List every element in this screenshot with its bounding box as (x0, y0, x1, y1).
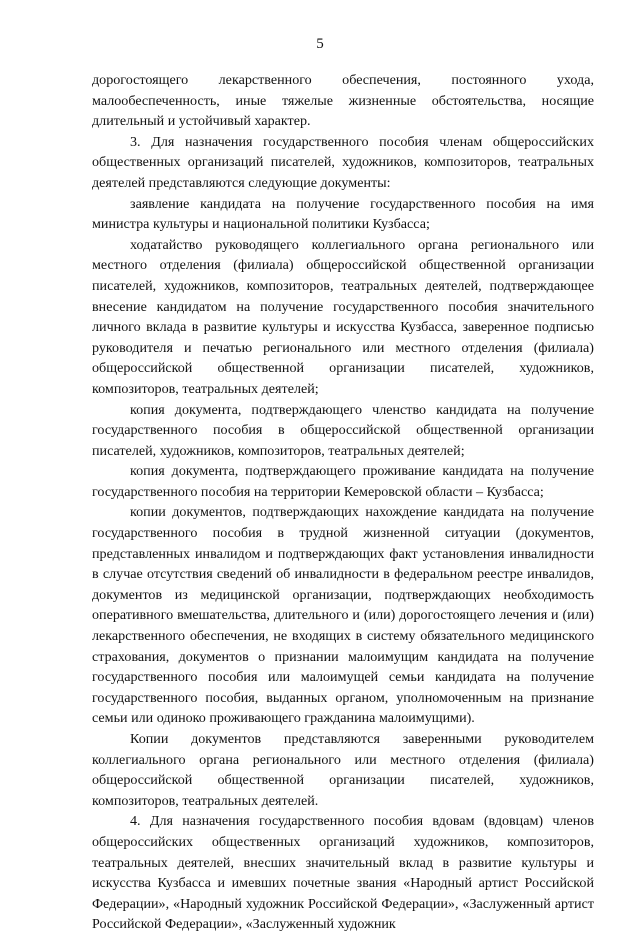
paragraph-certified-copies: Копии документов представляются заверенными руководителем коллегиального органа регионального или местного отделения (филиала) общероссийской общественной организации писателей, художников, композиторов, театральных деятелей. (92, 731, 594, 809)
paragraph-item-3: 3. Для назначения государственного пособия членам общероссийских общественных организаций писателей, художников, композиторов, театральных деятелей представляются следующие документы: (92, 133, 594, 191)
paragraph-petition: ходатайство руководящего коллегиального органа регионального или местного отделения (филиала) общероссийской общественной организации писателей, художников, композиторов, театральных деятелей, подтверждающее внесение кандидатом на получение государственного пособия значительного личного вклада в развитие культуры и искусства Кузбасса, заверенное подписью руководителя и печатью регионального или местного отделения (филиала) общероссийской общественной организации писателей, художников, композиторов, театральных деятелей; (92, 236, 594, 397)
paragraph-hardship-copies: копии документов, подтверждающих нахождение кандидата на получение государственного пособия в трудной жизненной ситуации (документов, представленных инвалидом и подтверждающих факт установления инвалидности в случае отсутствия сведений об инвалидности в федеральном реестре инвалидов, документов из медицинской организации, подтверждающих необходимость оперативного вмешательства, длительного и (или) дорогостоящего лечения и (или) лекарственного обеспечения, не входящих в систему обязательного медицинского страхования, документов о признании малоимущим кандидата на получение государственного пособия или малоимущей семьи кандидата на получение государственного пособия, выданных органом, уполномоченным на признание семьи или одиноко проживающего гражданина малоимущими). (92, 504, 594, 727)
paragraph-continuation: дорогостоящего лекарственного обеспечения, постоянного ухода, малообеспеченность, иные тяжелые жизненные обстоятельства, носящие длительный и устойчивый характер. (92, 72, 594, 130)
paragraph-application: заявление кандидата на получение государственного пособия на имя министра культуры и национальной политики Кузбасса; (92, 195, 594, 233)
document-body (92, 70, 594, 935)
page-number: 5 (316, 36, 324, 52)
paragraph-membership-copy: копия документа, подтверждающего членство кандидата на получение государственного пособия в общероссийской общественной организации писателей, художников, композиторов, театральных деятелей; (92, 401, 594, 459)
paragraph-residence-copy: копия документа, подтверждающего проживание кандидата на получение государственного пособия на территории Кемеровской области – Кузбасса; (92, 463, 594, 500)
paragraph-item-4: 4. Для назначения государственного пособия вдовам (вдовцам) членов общероссийских общественных организаций художников, композиторов, театральных деятелей, внесших значительный вклад в развитие культуры и искусства Кузбасса и имевших почетные звания «Народный артист Российской Федерации», «Народный художник Российской Федерации», «Заслуженный артист Российской Федерации», «Заслуженный художник (92, 813, 594, 933)
